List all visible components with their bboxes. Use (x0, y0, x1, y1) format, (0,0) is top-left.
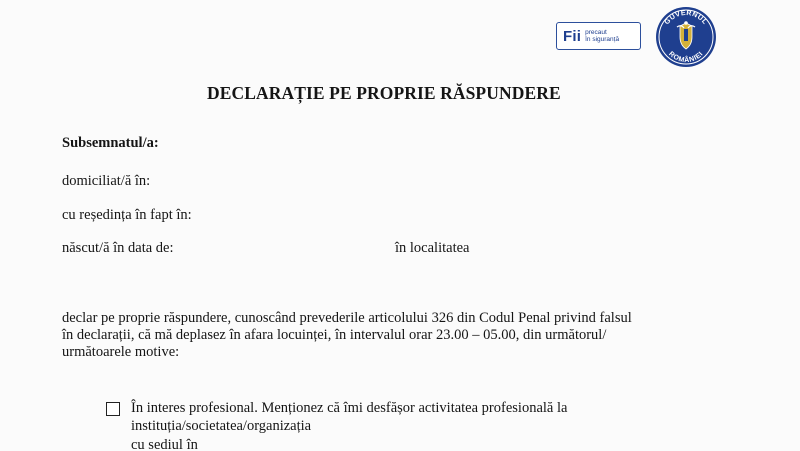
option-professional-checkbox[interactable] (106, 402, 120, 416)
document-title: DECLARAȚIE PE PROPRIE RĂSPUNDERE (207, 83, 561, 103)
field-resedinta-label: cu reședința în fapt în: (62, 207, 192, 223)
field-subsemnatul-label: Subsemnatul/a: (62, 135, 159, 151)
option-professional-line-2: instituția/societatea/organizația (131, 418, 312, 434)
field-domiciliat-label: domiciliat/ă în: (62, 173, 151, 189)
seal-bottom-text: ROMÂNIEI (667, 50, 705, 65)
fii-logo-tagline-1: precaut (585, 28, 607, 36)
fii-logo-word: Fii (563, 27, 582, 45)
declaration-line-2: în declarații, că mă deplasez în afara locuinței, în intervalul orar 23.00 – 05.00, din următorul/ (62, 327, 607, 343)
fii-logo-tagline (585, 29, 619, 44)
declaration-line-3: următoarele motive: (62, 344, 180, 360)
declaration-line-1: declar pe proprie răspundere, cunoscând prevederile articolului 326 din Codul Penal privind falsul (62, 310, 632, 326)
fii-precaut-logo (556, 22, 641, 50)
option-professional-line-3: cu sediul în (131, 437, 198, 451)
seal-top-text: GUVERNUL (663, 9, 709, 27)
fii-logo-tagline-2: în siguranță (585, 36, 620, 43)
government-seal-icon (655, 6, 717, 68)
option-professional-line-1: În interes profesional. Menționez că îmi desfășor activitatea profesională la (131, 400, 568, 416)
field-nascut-label: născut/ă în data de: (62, 240, 174, 256)
field-localitatea-label: în localitatea (395, 240, 470, 256)
